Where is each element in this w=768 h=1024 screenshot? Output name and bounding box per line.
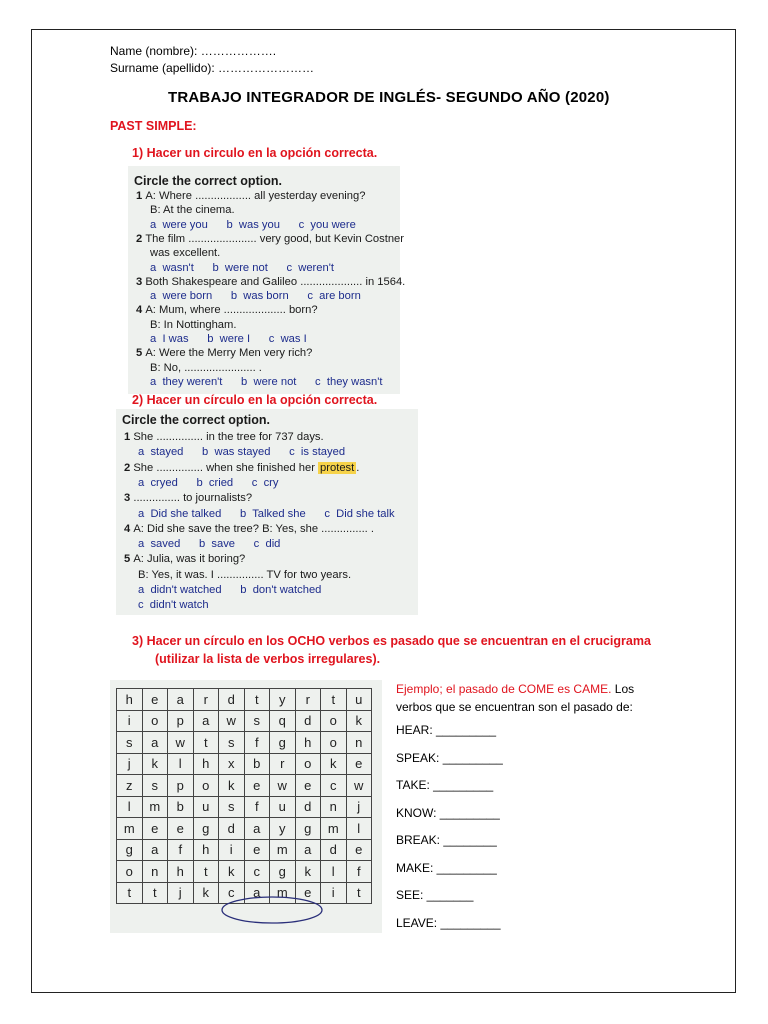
grid-cell[interactable]: s xyxy=(219,796,245,818)
exercise2-item-number: 3 xyxy=(124,492,134,505)
exercise1-item-number: 5 xyxy=(136,347,146,360)
verb-item: SPEAK: _________ xyxy=(396,750,503,765)
grid-cell[interactable]: x xyxy=(219,753,245,775)
grid-cell[interactable]: e xyxy=(142,818,168,840)
exercise2-line xyxy=(138,477,279,489)
grid-cell[interactable]: j xyxy=(117,753,143,775)
grid-cell[interactable]: m xyxy=(117,818,143,840)
exercise2-options: a didn't watched b don't watched xyxy=(138,584,322,596)
verb-item: SEE: _______ xyxy=(396,888,474,902)
grid-cell[interactable]: d xyxy=(321,839,347,861)
exercise2-line xyxy=(138,584,321,596)
grid-cell[interactable]: e xyxy=(142,689,168,711)
grid-cell[interactable]: s xyxy=(117,732,143,754)
exercise1-options: a I was b were I c was I xyxy=(150,333,307,345)
exercise1-options: a were you b was you c you were xyxy=(150,218,356,231)
grid-cell[interactable]: t xyxy=(346,882,372,904)
grid-cell[interactable]: e xyxy=(244,839,270,861)
exercise2-line xyxy=(138,569,351,581)
section-heading: PAST SIMPLE: xyxy=(110,119,197,133)
example-black-2: verbos que se encuentran son el pasado de: xyxy=(396,700,633,714)
grid-cell[interactable]: h xyxy=(295,732,321,754)
grid-cell[interactable]: w xyxy=(219,710,245,732)
example-red: Ejemplo; el pasado de COME es CAME. xyxy=(396,682,612,696)
grid-cell[interactable]: d xyxy=(219,818,245,840)
exercise1-line xyxy=(150,204,235,216)
exercise3-instruction-line2: (utilizar la lista de verbos irregulares). xyxy=(155,652,381,666)
verb-item: HEAR: _________ xyxy=(396,723,497,737)
grid-cell[interactable]: a xyxy=(168,689,194,711)
grid-cell[interactable]: p xyxy=(168,710,194,732)
grid-cell[interactable]: e xyxy=(295,775,321,797)
grid-cell[interactable]: m xyxy=(321,818,347,840)
exercise1-item-number: 4 xyxy=(136,304,146,317)
grid-cell[interactable]: s xyxy=(142,775,168,797)
grid-cell[interactable]: a xyxy=(142,732,168,754)
grid-cell[interactable]: i xyxy=(219,839,245,861)
grid-cell[interactable]: a xyxy=(244,818,270,840)
grid-cell[interactable]: m xyxy=(270,882,296,904)
exercise1-item-number: 1 xyxy=(136,190,146,202)
exercise2-highlight: protest xyxy=(320,461,355,474)
name-line: Name (nombre): ………………. xyxy=(110,44,277,58)
grid-cell[interactable]: y xyxy=(270,689,296,711)
grid-cell[interactable]: n xyxy=(142,861,168,883)
grid-cell[interactable]: g xyxy=(270,732,296,754)
exercise2-line xyxy=(124,492,252,504)
exercise2-text-after: . xyxy=(356,461,360,474)
grid-cell[interactable]: m xyxy=(270,839,296,861)
exercise1-line xyxy=(150,362,262,374)
grid-cell[interactable]: c xyxy=(321,775,347,797)
grid-cell[interactable]: o xyxy=(295,753,321,775)
grid-cell[interactable]: u xyxy=(270,796,296,818)
exercise2-item-number: 2 xyxy=(124,461,134,474)
exercise2-text: A: Did she save the tree? B: Yes, she ............... . xyxy=(133,522,374,535)
grid-cell[interactable]: o xyxy=(142,710,168,732)
exercise1-line xyxy=(150,290,361,302)
exercise1-text: The film ...................... very good, but Kevin Costner xyxy=(145,232,405,245)
exercise1-options: a were born b was born c are born xyxy=(150,290,361,303)
exercise2-line xyxy=(124,462,359,474)
grid-cell[interactable]: e xyxy=(168,818,194,840)
grid-cell[interactable]: n xyxy=(346,732,372,754)
grid-cell[interactable]: p xyxy=(168,775,194,797)
grid-cell[interactable]: i xyxy=(321,882,347,904)
exercise1-text: A: Were the Merry Men very rich? xyxy=(145,347,313,360)
grid-cell[interactable]: t xyxy=(193,861,219,883)
grid-cell[interactable]: e xyxy=(346,753,372,775)
grid-cell[interactable]: a xyxy=(295,839,321,861)
grid-cell[interactable]: b xyxy=(244,753,270,775)
exercise1-line xyxy=(136,233,404,245)
grid-cell[interactable]: a xyxy=(142,839,168,861)
exercise2-text: ............... to journalists? xyxy=(133,492,253,505)
exercise1-text: B: At the cinema. xyxy=(150,204,235,217)
exercise2-line xyxy=(138,508,395,520)
grid-cell[interactable]: k xyxy=(219,775,245,797)
grid-cell[interactable]: c xyxy=(219,882,245,904)
verb-item: TAKE: _________ xyxy=(396,778,494,792)
grid-cell[interactable]: f xyxy=(168,839,194,861)
grid-cell[interactable]: s xyxy=(244,710,270,732)
grid-cell[interactable]: t xyxy=(117,882,143,904)
exercise2-text: She ............... when she finished her xyxy=(133,461,319,474)
grid-cell[interactable]: t xyxy=(142,882,168,904)
exercise2-options: a Did she talked b Talked she c Did she talk xyxy=(138,507,395,520)
grid-cell[interactable]: k xyxy=(193,882,219,904)
grid-cell[interactable]: b xyxy=(168,796,194,818)
exercise1-line xyxy=(136,304,318,316)
grid-cell[interactable]: t xyxy=(244,689,270,711)
grid-cell[interactable]: g xyxy=(270,861,296,883)
grid-cell[interactable]: e xyxy=(295,882,321,904)
grid-cell[interactable]: o xyxy=(117,861,143,883)
grid-cell[interactable]: o xyxy=(193,775,219,797)
exercise2-instruction: 2) Hacer un círculo en la opción correcta. xyxy=(132,393,378,407)
exercise1-line xyxy=(150,333,307,345)
grid-cell[interactable]: d xyxy=(219,689,245,711)
grid-cell[interactable]: w xyxy=(168,732,194,754)
exercise1-item-number: 2 xyxy=(136,232,146,245)
exercise1-options: a they weren't b were not c they wasn't xyxy=(150,375,383,388)
grid-cell[interactable]: q xyxy=(270,710,296,732)
grid-cell[interactable]: d xyxy=(295,796,321,818)
exercise2-line xyxy=(138,538,280,550)
grid-cell[interactable]: g xyxy=(193,818,219,840)
grid-cell[interactable]: f xyxy=(244,732,270,754)
exercise1-item-number: 3 xyxy=(136,275,146,288)
grid-cell[interactable]: s xyxy=(219,732,245,754)
grid-cell[interactable]: l xyxy=(168,753,194,775)
page-title: TRABAJO INTEGRADOR DE INGLÉS- SEGUNDO AÑO (2020) xyxy=(168,89,610,106)
exercise1-line xyxy=(136,347,312,359)
grid-cell[interactable]: h xyxy=(193,753,219,775)
grid-cell[interactable]: u xyxy=(346,689,372,711)
grid-cell[interactable]: w xyxy=(270,775,296,797)
exercise2-item-number: 5 xyxy=(124,553,134,566)
grid-cell[interactable]: o xyxy=(321,732,347,754)
grid-cell[interactable]: u xyxy=(193,796,219,818)
grid-cell[interactable]: m xyxy=(142,796,168,818)
grid-cell[interactable]: t xyxy=(193,732,219,754)
exercise1-text: was excellent. xyxy=(150,247,221,260)
grid-cell[interactable]: y xyxy=(270,818,296,840)
grid-cell[interactable]: k xyxy=(219,861,245,883)
example-black-1: Los xyxy=(611,682,635,696)
exercise2-text: B: Yes, it was. I ............... TV for two years. xyxy=(138,568,352,581)
grid-cell[interactable]: l xyxy=(346,818,372,840)
grid-cell[interactable]: j xyxy=(346,796,372,818)
grid-cell[interactable]: n xyxy=(321,796,347,818)
grid-cell[interactable]: f xyxy=(244,796,270,818)
grid-cell[interactable]: l xyxy=(321,861,347,883)
exercise2-heading: Circle the correct option. xyxy=(122,413,270,427)
grid-cell[interactable]: z xyxy=(117,775,143,797)
exercise1-line xyxy=(150,262,334,274)
exercise1-text: Both Shakespeare and Galileo .................... in 1564. xyxy=(145,275,406,288)
grid-cell[interactable]: c xyxy=(244,861,270,883)
grid-cell[interactable]: a xyxy=(244,882,270,904)
grid-cell[interactable]: t xyxy=(321,689,347,711)
exercise2-text: She ............... in the tree for 737 days. xyxy=(133,431,324,443)
grid-cell[interactable]: h xyxy=(193,839,219,861)
grid-cell[interactable]: g xyxy=(117,839,143,861)
grid-cell[interactable]: j xyxy=(168,882,194,904)
exercise2-scan xyxy=(116,409,418,615)
grid-cell[interactable]: r xyxy=(270,753,296,775)
verb-item: KNOW: _________ xyxy=(396,805,500,820)
came-ellipse xyxy=(222,897,322,923)
exercise1-line xyxy=(150,247,220,259)
exercise1-line xyxy=(150,376,382,388)
exercise2-options: a stayed b was stayed c is stayed xyxy=(138,446,346,459)
exercise2-line xyxy=(124,431,324,443)
exercise2-line xyxy=(124,523,374,535)
word-search-panel xyxy=(110,680,382,933)
exercise2-options: c didn't watch xyxy=(138,599,209,612)
exercise2-item-number: 1 xyxy=(124,431,134,443)
example-text xyxy=(396,680,696,716)
grid-cell[interactable]: g xyxy=(295,818,321,840)
exercise1-text: B: In Nottingham. xyxy=(150,318,237,331)
exercise2-line xyxy=(138,599,209,611)
exercise1-text: A: Mum, where .................... born? xyxy=(145,304,318,317)
exercise1-line xyxy=(150,219,356,231)
exercise1-text: B: No, ....................... . xyxy=(150,361,262,374)
grid-cell[interactable]: h xyxy=(117,689,143,711)
exercise1-line xyxy=(136,276,405,288)
exercise1-text: A: Where .................. all yesterday evening? xyxy=(145,190,366,202)
exercise1-instruction: 1) Hacer un circulo en la opción correcta. xyxy=(132,146,378,160)
came-circle xyxy=(110,680,382,933)
exercise2-options: a cryed b cried c cry xyxy=(138,476,279,489)
grid-cell[interactable]: i xyxy=(117,710,143,732)
verb-item: BREAK: ________ xyxy=(396,833,497,847)
verb-item: LEAVE: _________ xyxy=(396,915,501,930)
grid-cell[interactable]: h xyxy=(168,861,194,883)
exercise3-instruction-line1: 3) Hacer un círculo en los OCHO verbos es pasado que se encuentran en el crucigrama xyxy=(132,634,651,648)
exercise2-options: a saved b save c did xyxy=(138,538,281,551)
exercise2-item-number: 4 xyxy=(124,522,134,535)
grid-cell[interactable]: r xyxy=(193,689,219,711)
grid-cell[interactable]: l xyxy=(117,796,143,818)
grid-cell[interactable]: r xyxy=(295,689,321,711)
grid-cell[interactable]: o xyxy=(321,710,347,732)
exercise2-line xyxy=(124,553,245,565)
exercise1-line xyxy=(150,319,236,331)
exercise1-scan xyxy=(128,166,406,394)
grid-cell[interactable]: a xyxy=(193,710,219,732)
grid-cell[interactable]: e xyxy=(346,839,372,861)
exercise1-options: a wasn't b were not c weren't xyxy=(150,261,334,274)
grid-cell[interactable]: d xyxy=(295,710,321,732)
grid-cell[interactable]: k xyxy=(142,753,168,775)
grid-cell[interactable]: f xyxy=(346,861,372,883)
exercise1-line xyxy=(136,190,365,202)
grid-cell[interactable]: w xyxy=(346,775,372,797)
exercise2-line xyxy=(138,446,345,458)
exercise2-text: A: Julia, was it boring? xyxy=(133,553,246,566)
surname-line: Surname (apellido): …………………… xyxy=(110,61,315,75)
grid-cell[interactable]: e xyxy=(244,775,270,797)
grid-cell[interactable]: k xyxy=(295,861,321,883)
verb-item: MAKE: _________ xyxy=(396,860,497,875)
grid-cell[interactable]: k xyxy=(321,753,347,775)
exercise1-heading: Circle the correct option. xyxy=(134,174,282,188)
grid-cell[interactable]: k xyxy=(346,710,372,732)
